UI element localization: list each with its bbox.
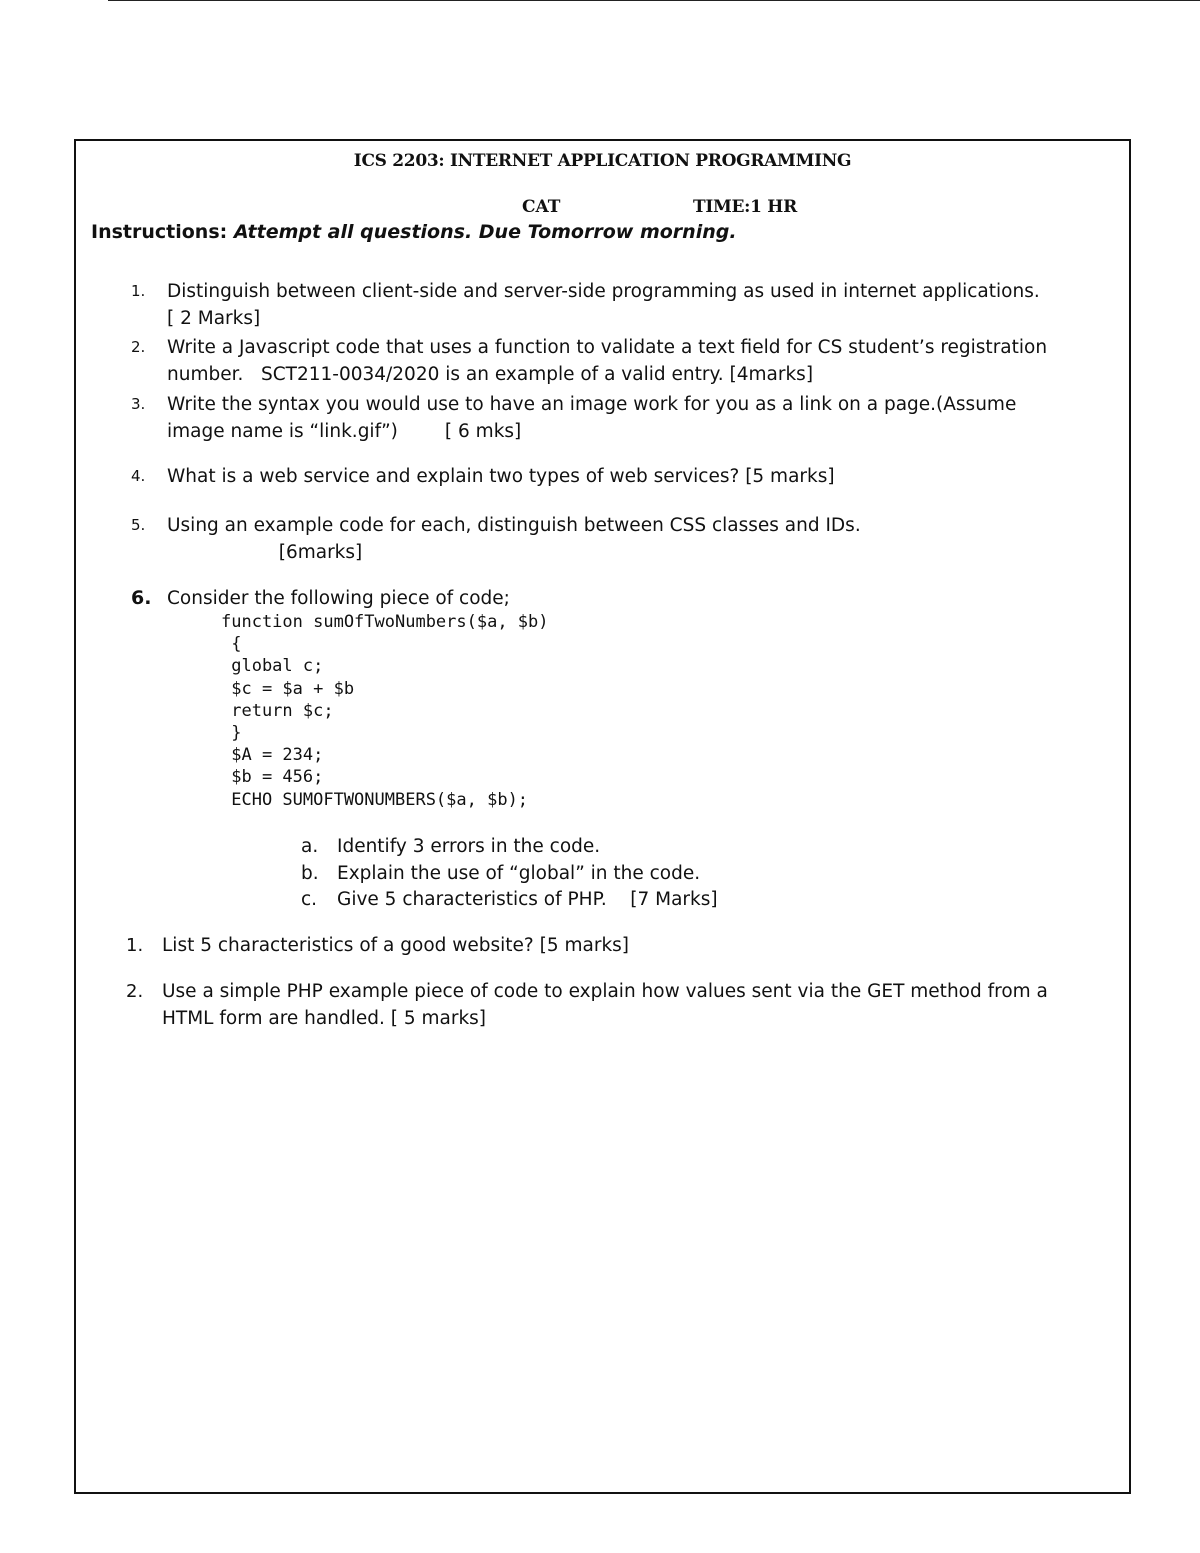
question-text-cont: image name is “link.gif”) [ 6 mks] (167, 421, 522, 442)
code-line: return $c; (221, 700, 334, 721)
code-line: function sumOfTwoNumbers($a, $b) (221, 612, 549, 632)
question-marks: [6marks] (167, 542, 363, 563)
question-number: 2. (131, 338, 146, 356)
question-text-cont: number. SCT211-0034/2020 is an example of a valid entry. [4marks] (167, 364, 814, 385)
course-title: ICS 2203: INTERNET APPLICATION PROGRAMMING (353, 151, 852, 171)
question-number: 3. (131, 395, 146, 413)
instructions-label: Instructions: (91, 221, 228, 243)
question-marks: [ 2 Marks] (167, 308, 261, 329)
question-number: 4. (131, 467, 146, 485)
question-text: List 5 characteristics of a good website? [5 marks] (162, 935, 630, 956)
instructions (91, 221, 737, 243)
code-line: $c = $a + $b (221, 678, 355, 699)
exam-type: CAT (522, 197, 561, 217)
question-text: What is a web service and explain two types of web services? [5 marks] (167, 466, 835, 487)
sub-question-text: Identify 3 errors in the code. (337, 836, 601, 857)
question-number: 1. (131, 282, 146, 300)
code-line: } (221, 723, 242, 744)
question-text: Write a Javascript code that uses a function to validate a text field for CS student’s registration (167, 337, 1048, 358)
question-number: 1. (126, 935, 144, 956)
code-line: $b = 456; (221, 767, 324, 788)
code-line: ECHO SUMOFTWONUMBERS($a, $b); (221, 789, 529, 810)
question-number: 5. (131, 516, 146, 534)
question-text-cont: HTML form are handled. [ 5 marks] (162, 1008, 487, 1029)
code-line: $A = 234; (221, 745, 324, 766)
instructions-text: Attempt all questions. Due Tomorrow morning. (233, 221, 737, 243)
code-line: global c; (221, 656, 324, 677)
sub-question-text: Give 5 characteristics of PHP. [7 Marks] (337, 889, 718, 910)
code-block (221, 611, 549, 811)
question-text: Consider the following piece of code; (167, 588, 510, 609)
sub-question-letter: b. (301, 862, 319, 884)
exam-paper-frame (74, 139, 1131, 1494)
sub-question-letter: c. (301, 889, 318, 910)
sub-question-text: Explain the use of “global” in the code. (337, 862, 701, 884)
top-rule (108, 0, 1200, 1)
question-number: 2. (126, 981, 144, 1002)
question-number: 6. (131, 587, 152, 609)
question-text: Distinguish between client-side and server-side programming as used in internet applications. (167, 281, 1040, 302)
exam-time: TIME:1 HR (693, 197, 797, 217)
sub-question-letter: a. (301, 836, 319, 857)
question-text: Write the syntax you would use to have an image work for you as a link on a page.(Assume (167, 394, 1017, 415)
code-line: { (221, 634, 242, 655)
question-text: Using an example code for each, distinguish between CSS classes and IDs. (167, 515, 861, 536)
question-text: Use a simple PHP example piece of code to explain how values sent via the GET method from a (162, 981, 1048, 1002)
